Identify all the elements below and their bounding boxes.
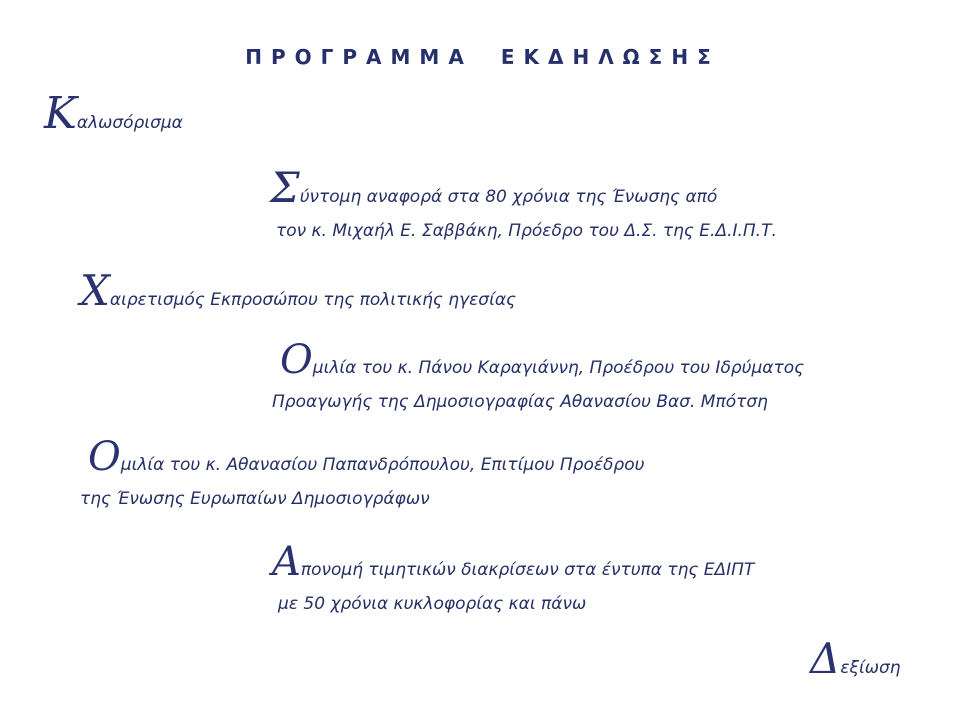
program-item-welcome [44, 88, 183, 140]
item-text-line-1: εξίωση [840, 658, 901, 678]
title-part-2: ΕΚΔΗΛΩΣΗΣ [500, 45, 720, 69]
decorative-initial: Δ [810, 634, 841, 683]
item-text-line-1: ύντομη αναφορά στα 80 χρόνια της Ένωσης από [299, 187, 718, 207]
title-part-1: ΠΡΟΓΡΑΜΜΑ [245, 45, 473, 69]
item-text-line-1: μιλία του κ. Αθανασίου Παπανδρόπουλου, Επιτίμου Προέδρου [120, 455, 645, 475]
item-text-line-1: μιλία του κ. Πάνου Καραγιάννη, Προέδρου του Ιδρύματος [312, 358, 805, 378]
item-text-line-1: αλωσόρισμα [76, 113, 183, 133]
decorative-initial: Κ [44, 88, 77, 139]
decorative-initial: Σ [270, 163, 300, 212]
program-item-speech-karagiannis [272, 337, 805, 419]
item-text-line-2: της Ένωσης Ευρωπαίων Δημοσιογράφων [80, 489, 430, 509]
program-item-greetings [80, 266, 517, 317]
item-text-line-1: αιρετισμός Εκπροσώπου της πολιτικής ηγεσίας [109, 290, 517, 310]
program-item-speech-papandropoulos [80, 434, 645, 516]
decorative-initial: Χ [80, 266, 110, 315]
decorative-initial: Ο [88, 434, 121, 480]
decorative-initial: Α [272, 539, 301, 585]
decorative-initial: Ο [280, 337, 313, 383]
program-item-short-report [270, 163, 777, 248]
item-text-line-2: τον κ. Μιχαήλ Ε. Σαββάκη, Πρόεδρο του Δ.Σ. της Ε.Δ.Ι.Π.Τ. [276, 221, 777, 241]
item-text-line-2: με 50 χρόνια κυκλοφορίας και πάνω [278, 594, 587, 614]
item-text-line-2: Προαγωγής της Δημοσιογραφίας Αθανασίου Βασ. Μπότση [272, 392, 768, 412]
item-text-line-1: πονομή τιμητικών διακρίσεων στα έντυπα της ΕΔΙΠΤ [300, 560, 755, 580]
program-item-reception [810, 634, 901, 685]
page-title [0, 45, 965, 69]
program-item-awards [272, 539, 755, 621]
